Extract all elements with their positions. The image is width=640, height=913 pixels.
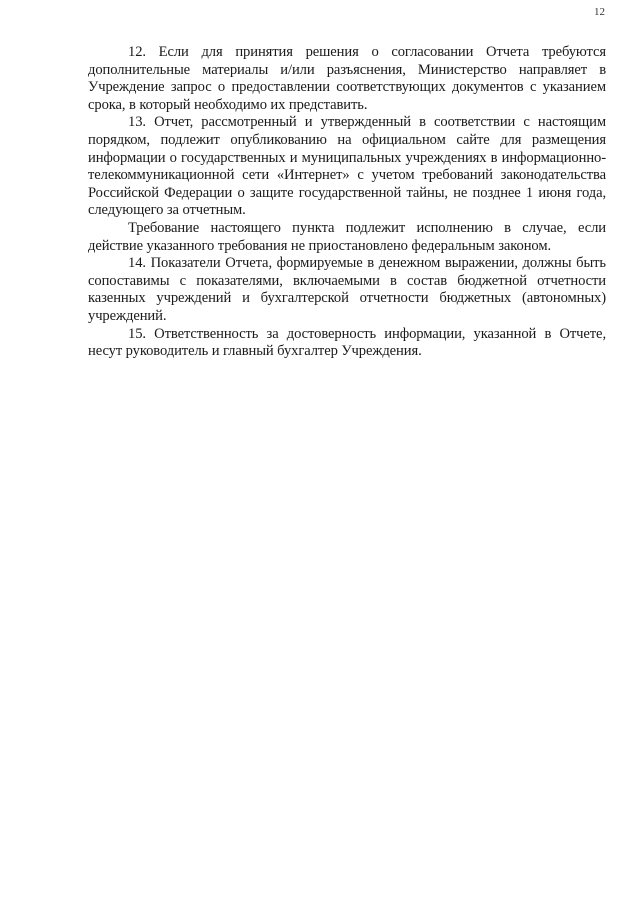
paragraph-14: 14. Показатели Отчета, формируемые в денежном выражении, должны быть сопоставимы с показателями, включаемыми в состав бюджетной отчетности казенных учреждений и бухгалтерской отчетности бюджетных (автономных) учреждений. (88, 255, 606, 324)
paragraph-13: 13. Отчет, рассмотренный и утвержденный в соответствии с настоящим порядком, подлежит опубликованию на официальном сайте для размещения информации о государственных и муниципальных учреждениях в информационно-телекоммуникационной сети «Интернет» с учетом требований законодательства Российской Федерации о защите государственной тайны, не позднее 1 июня года, следующего за отчетным. (88, 114, 606, 219)
document-body (88, 44, 606, 361)
paragraph-13-requirement: Требование настоящего пункта подлежит исполнению в случае, если действие указанного требования не приостановлено федеральным законом. (88, 219, 606, 254)
paragraph-12: 12. Если для принятия решения о согласовании Отчета требуются дополнительные материалы и/или разъяснения, Министерство направляет в Учреждение запрос о предоставлении соответствующих документов с указанием срока, в который необходимо их представить. (88, 44, 606, 113)
page-number: 12 (594, 6, 605, 18)
paragraph-15: 15. Ответственность за достоверность информации, указанной в Отчете, несут руководитель и главный бухгалтер Учреждения. (88, 325, 606, 360)
